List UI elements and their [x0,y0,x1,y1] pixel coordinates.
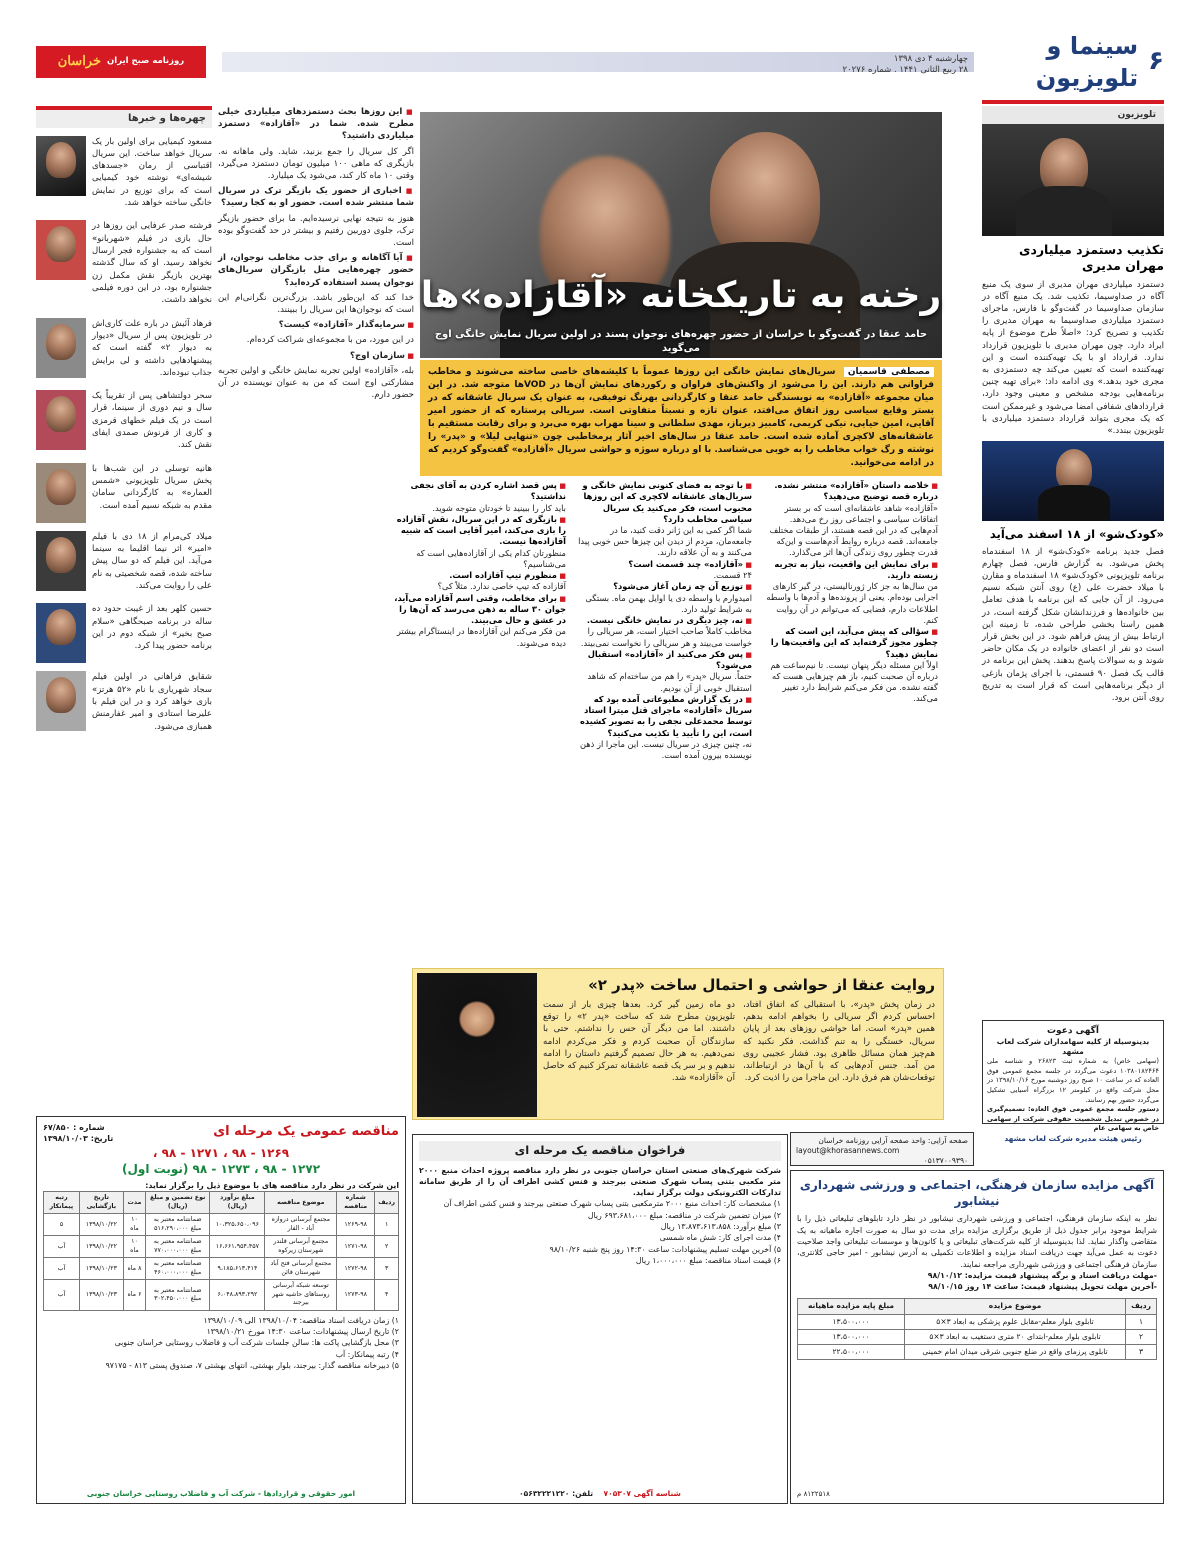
ad-tender2-table [43,1191,399,1311]
person-item [36,220,212,309]
table-cell: ۱۶،۶۶۱،۹۵۴،۴۵۷ [210,1236,265,1258]
interview-question: ■ «آقازاده» چند قسمت است؟ [576,559,752,570]
person-text: حسین کلهر بعد از غیبت حدود ده ساله در برنامه صبحگاهی «سلام صبح بخیر» از شبکه دوم در این برنامه حضور پیدا کرد. [92,604,212,652]
tv-story1-title: تکذیب دستمزد میلیاردی مهران مدیری [1018,242,1164,274]
table-cell: ۱۳۹۸/۱۰/۲۲ [79,1214,123,1236]
table-cell: ۸ ماه [123,1258,145,1280]
table-header: مبلغ پایه مزایده ماهیانه [798,1299,905,1314]
person-photo [36,390,86,450]
table-cell: ۱۳،۵۰۰،۰۰۰ [798,1329,905,1344]
table-cell: ضمانتنامه معتبر به مبلغ ۵۱۶،۲۹۰،۰۰۰ [146,1214,210,1236]
table-cell: آب [44,1280,80,1311]
person-text: میلاد کی‌مرام از ۱۸ دی با فیلم «امیر» اثر نیما اقلیما به سینما می‌آید. این فیلم که دو سال پیش ساخته شده، قصه شخصیتی به نام علی را روایت می‌کند. [92,531,212,591]
tv-column [982,106,1164,707]
table-cell: ۱ [375,1214,399,1236]
table-cell: مجتمع آبرسانی فتح آباد شهرستان قائن [265,1258,337,1280]
person-photo [36,671,86,731]
feature-subhead: حامد عنقا در گفت‌وگو با خراسان از حضور چهره‌های نوجوان پسند در اولین سریال نمایش خانگی اوج می‌گوید [434,329,928,354]
people-column [36,106,212,736]
person-text: سحر دولتشاهی پس از تقریباً یک سال و نیم دوری از سینما، قرار است در یک فیلم خطهای قرمزی و کاری از فرنوش صمدی ایفای نقش کند. [92,391,212,451]
table-cell: آب [44,1258,80,1280]
ad-tender1-item: ۶) قیمت اسناد مناقصه: مبلغ ۱،۰۰۰،۰۰۰ ریال [635,1255,781,1265]
interview-question: ■ سرمایه‌گذار «آقازاده» کیست؟ [218,319,414,331]
ad-tender1-phone: تلفن: ۰۵۶۳۲۲۲۱۲۲۰ [519,1488,594,1498]
ad-tender2-item: ۲) تاریخ ارسال پیشنهادات: ساعت ۱۴:۳۰ مورخ ۱۳۹۸/۱۰/۲۱ [206,1327,399,1337]
ad-tender1-item: ۲) میزان تضمین شرکت در مناقصه: مبلغ ۶۹۳،۶۸۱،۰۰۰ ریال [587,1210,781,1220]
interview-question: ■ سؤالی که پیش می‌آید، این است که چطور مجوز گرفته‌اید که این واقعیت‌ها را نمایش دهید؟ [762,626,938,660]
interview-answer: خدا کند که این‌طور باشد. بزرگ‌ترین نگرانی‌ام این است که نوجوان‌ها این سریال را ببینند. [218,292,414,316]
date-line-1: چهارشنبه ۴ دی ۱۳۹۸ [893,54,968,64]
kodak-show-photo [982,441,1164,521]
table-cell: ۳ [1126,1344,1157,1359]
table-cell: ضمانتنامه معتبر به مبلغ ۳۰۲،۴۵۰،۰۰۰ [146,1280,210,1311]
ad-tender2-item: ۴) رتبه پیمانکار: آب [335,1349,399,1359]
feature-lead [420,360,942,476]
table-cell: تابلوی پرزمای واقع در ضلع جنوبی شرقی میدان امام خمینی [905,1344,1126,1359]
table-row [798,1314,1157,1329]
table-cell: ۹،۱۸۵،۶۱۳،۴۱۴ [210,1258,265,1280]
table-header: شماره مناقصه [337,1192,375,1214]
ad-tender2-item: ۳) محل بازگشایی پاکت ها: سالن جلسات شرکت آب و فاضلاب روستایی خراسان جنوبی [114,1338,399,1348]
table-header: ردیف [375,1192,399,1214]
ad-tender1-title: فراخوان مناقصه یک مرحله ای [419,1141,781,1161]
ad-tender1-item: ۱) مشخصات کار: احداث منبع ۲۰۰۰ مترمکعبی بتنی پساب شهرک صنعتی بیرجند و فنس کشی اطراف آن [443,1199,781,1209]
masthead [36,31,1164,92]
interview-answer: امیدوارم با واسطه دی یا اوایل بهمن ماه. بستگی به شرایط تولید دارد. [585,592,752,614]
table-cell: ۲ [1126,1329,1157,1344]
ad-invite-signature: رئیس هیئت مدیره شرکت لعاب مشهد [1004,1133,1142,1143]
table-cell: ۱۲۷۳-۹۸ [337,1280,375,1311]
ad-tender2-item: ۱) زمان دریافت اسناد مناقصه: ۱۳۹۸/۱۰/۰۴ الی ۱۳۹۸/۱۰/۰۹ [203,1315,399,1325]
page-number: ۶ [1148,46,1164,77]
table-cell: ۱۳۹۸/۱۰/۲۳ [79,1280,123,1311]
ad-invite-body: (سهامی خاص) به شماره ثبت ۲۶۸۲۳ و شناسه ملی ۱۰۳۸۰۱۸۲۴۶۴ دعوت می‌گردد در جلسه مجمع عمومی فوق العاده که در ساعت ۱۰ صبح روز دوشنبه مورخ ۱۳۹۸/۱۰/۱۶ در محل شرکت واقع در کیلومتر ۱۲ بزرگراه آسیایی تشکیل می‌گردد حضور بهم رسانند. [987,1057,1160,1104]
table-cell: مجتمع آبرسانی قلندر شهرستان زیرکوه [265,1236,337,1258]
person-item [36,318,212,383]
table-header: موضوع مناقصه [265,1192,337,1214]
table-cell: تابلوی بلوار معلم-ابتدای ۲۰ متری دستغیب به ابعاد ۳×۵ [905,1329,1126,1344]
table-cell: ۱۲۷۱-۹۸ [337,1236,375,1258]
tv-story1-body: دستمزد میلیاردی مهران مدیری از سوی یک منبع آگاه در صداوسیما، تکذیب شد. یک منبع آگاه در سازمان صداوسیما در گفت‌وگو با فارس، ماجرای دستمزد میلیاردی صداوسیما به مهران مدیری را تکذیب و تصریح کرد: «اصلاً طرح موضوع از پایه ایراد دارد. چون مهران مدیری با تلویزیون قرارداد ندارد. قرارداد او با یک تهیه‌کننده است و این تهیه‌کننده است که تعیین می‌کند چه دستمزدی به مجری خود بدهد.» وی ادامه داد: «برای تهیه چنین برنامه‌هایی بودجه مشخص و معینی وجود دارد، قراردادهای شفافی امضا می‌شود و غیرممکن است که یک مجری بتواند قرارداد دستمزد میلیاردی با تلویزیون ببندد.» [982,279,1164,436]
table-cell: ۵ [44,1214,80,1236]
ad-tender2-codes: ۱۲۷۲ - ۹۸ ، ۱۲۷۳ - ۹۸ (نوبت اول) [121,1161,321,1176]
interview-answer: منظورتان کدام یکی از آقازاده‌هایی است که می‌شناسیم؟ [416,547,566,569]
section-title: سینما و تلویزیون [1035,31,1139,92]
yellowbox-text: در زمان پخش «پدر»، با استقبالی که اتفاق افتاد، احساس کردم اگر سریالی را بخواهم ادامه بدهم، همین «پدر» است. اما حواشی روزهای بعد از پایان سریال، خستگی را به تنم گذاشت. فکر نکنید که هم‌چیز همان مسائل ظاهری بود. فشار عجیبی روی من آمد. جنس آدم‌هایی که با آن‌ها در ارتباط‌اند، توقعات‌شان هم فرق دارد. این ماجرا من را اذیت کرد. [743,1000,935,1084]
table-cell: توسعه شبکه آبرسانی روستاهای حاشیه شهر بیرجند [265,1280,337,1311]
interview-question: ■ بازیگری که در این سریال، نقش آقازاده را بازی می‌کند، امیر آقایی است که شبیه آقازاده‌ها نیست. [390,514,566,548]
interview-col-1 [762,480,938,705]
ad-tender2-title: مناقصه عمومی یک مرحله ای [213,1124,399,1139]
person-photo [36,136,86,196]
ad-auction-code: ۸۱۲۲۵۱۸ م [797,1489,830,1498]
person-photo [36,531,86,591]
yellowbox-title: روایت عنقا از حواشی و احتمال ساخت «پدر ۲» [588,976,935,994]
table-cell: ۱۰،۳۲۵،۶۵۰،۰۹۶ [210,1214,265,1236]
person-photo [36,463,86,523]
interview-question: ■ خلاصه داستان «آقازاده» منتشر نشده. درباره قصه توضیح می‌دهید؟ [762,480,938,503]
table-cell: ضمانتنامه معتبر به مبلغ ۷۷۰،۰۰۰،۰۰۰ [146,1236,210,1258]
table-header: نوع تضمین و مبلغ (ریال) [146,1192,210,1214]
people-title: چهره‌ها و خبرها [36,106,212,128]
tv-story2-body: فصل جدید برنامه «کودک‌شو» از ۱۸ اسفندماه پخش می‌شود. به گزارش فارس، فصل چهارم برنامه تلویزیونی «کودک‌شو» ۱۸ اسفندماه و مقارن با میلاد حضرت علی (ع) روی آنتن شبکه نسیم می‌رود. از آن جایی که این برنامه با هدف تعامل بین خانواده‌ها و فرزندانشان شکل گرفته است، در همین راستا بخشی طراحی شده، تا زمینه این ارتباط بیش از پیش فراهم شود. در این بخش قرار است دو نفر از اعضای خانواده در یک مکان حاضر شوند و به سوالات پاسخ بدهند. پخش این برنامه در قالب یک فصل ۹۰ قسمتی، با اجرای پژمان بازغی از دیگر برنامه‌هایی است که قرار است به تدریج روی آنتن برود. [982,546,1165,704]
feature-story [420,112,942,472]
yellowbox-photo [417,973,537,1117]
interview-answer: مخاطب کاملاً صاحب اختیار است، هر سریالی را خواست می‌بیند و هر سریالی را نخواست نمی‌بیند. [580,626,752,648]
interview-answer: اگر کل سریال را جمع بزنید، شاید. ولی ماهانه نه. بازیگری که ماهی ۱۰۰ میلیون تومان دستمزد می‌گیرد، وقتی ۱۰ ماه کار کند، می‌شود یک میلیارد. [218,146,414,182]
ad-tender1-item: ۳) مبلغ برآورد: ۱۳،۸۷۳،۶۱۳،۸۵۸ ریال [660,1222,781,1231]
table-header: مبلغ برآورد (ریال) [210,1192,265,1214]
person-item [36,463,212,523]
ad-tender-1 [412,1134,788,1504]
person-text: فرهاد آئیش در باره علت کاری‌اش در تلویزیون پس از سریال «دیوار به دیوار ۲» گفته است که پیشنهادهایی داشته و لی برایش جذاب نبوده‌اند. [92,318,212,378]
interview-question: ■ با توجه به فضای کنونی نمایش خانگی و سریال‌های عاشقانه لاکچری که این روزها محبوب است، فکر می‌کنید یک سریال سیاسی مخاطب دارد؟ [576,480,752,525]
interview-answer: در این مورد، من با مجموعه‌ای شراکت کرده‌ام. [246,335,414,346]
interview-question: ■ پس فکر می‌کنید از «آقازاده» استقبال می‌شود؟ [576,649,752,672]
interview-answer: بله، «آقازاده» اولین تجربه نمایش خانگی و اولین تجربه مشارکتی اوج است که من به عنوان نویسنده در آن حضور دارم. [218,365,414,401]
table-header: ردیف [1126,1299,1157,1314]
interview-question: ■ منظورم تیپ آقازاده است. [390,570,566,581]
ad-invite-title: آگهی دعوت [1047,1026,1099,1036]
person-item [36,671,212,736]
table-cell: ۱۳۹۸/۱۰/۲۳ [79,1258,123,1280]
table-cell: مجتمع آبرسانی دروازه آباد - الفار [265,1214,337,1236]
table-cell: ۴ [375,1280,399,1311]
section-header [984,31,1164,92]
ad-tender1-item: ۵) آخرین مهلت تسلیم پیشنهادات: ساعت ۱۴:۳۰ روز پنج شنبه ۹۸/۱۰/۲۶ [549,1244,781,1254]
table-row [798,1344,1157,1359]
person-text: فرشته صدر عرفایی این روزها در حال بازی در فیلم «شهربانو» است که به جشنواره فجر ارسال نخواهد رسید. او که سال گذشته بهترین بازیگر نقش مکمل زن جشنواره بود، در این دوره فیلمی نخواهد داشت. [92,221,212,306]
ad-tender2-number: شماره : ۶۷/۸۵۰ [43,1123,105,1132]
ad-tender1-footer [419,1489,781,1499]
tv-story2-title: «کودک‌شو» از ۱۸ اسفند می‌آید [989,527,1164,542]
table-cell: ۶ ماه [123,1280,145,1311]
person-text: مسعود کیمیایی برای اولین بار یک سریال خواهد ساخت. این سریال اقتباسی از رمان «جسدهای شیشه‌ای» نوشته خود کیمیایی است که برای توزیع در نمایش خانگی ساخته خواهد شد. [92,136,212,209]
interview-question: ■ اخباری از حضور یک بازیگر ترک در سریال شما منتشر شده است. حضور او به کجا رسید؟ [218,185,414,209]
interview-answer: هنوز به نتیجه نهایی نرسیده‌ایم. ما برای حضور بازیگر ترک، جلوی دوربین رفتیم و بیشتر در حد گفت‌وگو بوده است. [218,213,414,249]
interview-question: ■ توزیع آن چه زمان آغاز می‌شود؟ [576,581,752,592]
ad-invitation [982,1020,1164,1143]
table-row [798,1329,1157,1344]
table-header: مدت [123,1192,145,1214]
interview-answer: من فکر می‌کنم این آقازاده‌ها در اینستاگرام بیشتر دیده می‌شوند. [396,626,566,648]
interview-answer: نه، چنین چیزی در سریال نیست. این ماجرا از ذهن نویسنده بیرون آمده است. [579,738,752,760]
feature-photo [420,112,942,358]
table-row [44,1280,399,1311]
table-row [44,1214,399,1236]
date-line-2: ۲۸ ربیع الثانی ۱۴۴۱ . شماره ۲۰۲۷۶ [842,65,968,76]
contact-phone: ۰۵۱۳۷۰۰۹۳۹۰ [923,1156,968,1166]
contact-line: صفحه آرایی: واحد صفحه آرایی روزنامه خراسان [818,1136,968,1145]
ad-tender2-item: ۵) دبیرخانه مناقصه گذار: بیرجند، بلوار بهشتی، انتهای بهشتی ۷، صندوق پستی ۸۱۳ - ۹۷۱۷۵ [105,1360,399,1370]
ad-tender2-date: تاریخ: ۱۳۹۸/۱۰/۰۳ [43,1133,114,1143]
interview-question: ■ این روزها بحث دستمزدهای میلیاردی خیلی مطرح شده. شما در «آقازاده» دستمزد میلیاردی داشتید؟ [218,106,414,143]
ad-tender1-id: شناسه آگهی ۷۰۵۳۰۷ [603,1488,681,1498]
interview-answer: «آقازاده» شاهد عاشقانه‌ای است که بر بستر اتفاقات سیاسی و اجتماعی روز رخ می‌دهد. آدم‌هایی که در این قصه هستند، از طبقات مختلف جامعه‌اند. قصه درباره روابط آدم‌هاست و این‌که قدرت چطور روی زندگی آن‌ها اثر می‌گذارد. [769,502,938,558]
table-cell: آب [44,1236,80,1258]
sidebar-box [412,968,944,1120]
tv-kicker: تلویزیون [1117,110,1156,120]
table-cell: تابلوی بلوار معلم-مقابل علوم پزشکی به ابعاد ۳×۵ [905,1314,1126,1329]
ad-tender-2 [36,1116,406,1504]
interview-answer: ۲۴ قسمت. [713,570,752,580]
person-photo [36,603,86,663]
person-item [36,390,212,455]
feature-lead-text: سریال‌های نمایش خانگی این روزها عموماً با کلیشه‌های خاصی ساخته می‌شوند و مخاطب فراوانی هم دارند. این را می‌شود از واکنش‌های فراوان و رکوردهای نمایش آن‌ها در VOD‌ها متوجه شد. در این میان مجموعه «آقازاده» به نویسندگی حامد عنقا و کارگردانی بهرنگ توفیقی، به عنوان یک سریال عاشقانه که در بستر وقایع سیاسی روز اتفاق می‌افتد، عنوان تازه و نسبتاً متفاوتی است. سریالی پرستاره که از حضور امیر آقایی، امین حیایی، نیکی کریمی، کامبیز دیرباز، مهدی سلطانی و سینا مهراب بهره می‌برد و برای رقابت مستقیم با عاشقانه‌های لاکچری آماده شده است. حامد عنقا در سال‌های اخیر آثار پرمخاطبی چون «تنهایی لیلا» و «پدر» را نوشته و رگ خواب مخاطب را به خوبی می‌شناسد. با او درباره سوژه و حواشی سریال «آقازاده» گفت‌وگو کردیم که در ادامه می‌خوانید. [428,367,935,469]
table-cell: ۱۲۷۲-۹۸ [337,1258,375,1280]
interview-question: ■ نه، چیز دیگری در نمایش خانگی نیست. [576,615,752,626]
table-row [44,1236,399,1258]
table-cell: ۱ [1126,1314,1157,1329]
feature-headline: رخنه به تاریکخانه «آقازاده»ها [420,275,942,316]
interview-answer: باید کار را ببینید تا خودتان متوجه شوید. [432,502,566,513]
brand-block[interactable] [36,46,206,78]
table-cell: ۱۳،۵۰۰،۰۰۰ [798,1314,905,1329]
table-cell: ۶،۰۴۸،۸۹۳،۲۹۲ [210,1280,265,1311]
ad-auction [790,1170,1164,1504]
interview-question: ■ برای مخاطب، وقتی اسم آقازاده می‌آید، جوان ۳۰ ساله به ذهن می‌رسد که آن‌ها را در عشق و حال می‌بیند. [390,593,566,627]
table-header: موضوع مزایده [905,1299,1126,1314]
person-text: شقایق فراهانی در اولین فیلم سجاد شهریاری با نام «۵۲ هرتز» بازی خواهد کرد و در این فیلم با علیرضا استادی و امیر غفارمنش همبازی می‌شود. [92,672,212,732]
interview-col-4 [218,106,414,404]
yellowbox-text: دو ماه زمین گیر کرد. بعدها چیزی بار از سمت تلویزیون مطرح شد که ساخت «پدر ۲» را توقع داشتند. اما من دیگر آن حس را نداشتم. حتی با سازندگان آن صحبت کردم و فکر می‌کردم ادامه نمی‌دهیم. به هر حال تصمیم گرفتیم داستان را ادامه ندهیم و بر سر یک قصه عاشقانه تمرکز کنیم که حاصل آن «آقازاده» شد. [543,1000,735,1084]
interview-question: ■ پس قصد اشاره کردن به آقای نجفی نداشتید؟ [390,480,566,503]
interview-answer: حتماً. سریال «پدر» را هم من ساخته‌ام که شاهد استقبال خوبی از آن بودیم. [587,671,752,693]
interview-answer: اولاً این مسئله دیگر پنهان نیست. تا نیم‌ساعت هم درباره آن صحبت کنیم، باز هم چیزهایی هست که گفته نشده. من فکر می‌کنم شرایط دارد تغییر می‌کند. [770,659,938,704]
ad-auction-deadline: -مهلت دریافت اسناد و برگه پیشنهاد قیمت مزایده: ۹۸/۱۰/۱۲ [927,1270,1157,1280]
ad-tender1-headline: شرکت شهرک‌های صنعتی استان خراسان جنوبی در نظر دارد مناقصه پروژه احداث منبع ۲۰۰۰ متر مکعبی بتنی پساب شهرک صنعتی بیرجند و فنس کشی اطراف آن را از طریق سامانه تدارکات الکترونیکی دولت برگزار نماید. [419,1165,781,1198]
ad-tender2-footer: امور حقوقی و قراردادها - شرکت آب و فاضلاب روستایی خراسان جنوبی [86,1488,356,1498]
ad-auction-title: آگهی مزایده سازمان فرهنگی، اجتماعی و ورزشی شهرداری نیشابور [799,1178,1155,1209]
person-item [36,531,212,596]
interview-answer: شما اگر کمی به این ژانر دقت کنید، ما در جامعه‌مان، مردم از دیدن این چیزها حس خوبی پیدا می‌کنند و به آن علاقه دارند. [578,525,752,558]
table-cell: ۱۳۹۸/۱۰/۲۲ [79,1236,123,1258]
person-item [36,136,212,213]
ad-tender1-item: ۴) مدت اجرای کار: شش ماه شمسی [659,1233,781,1243]
mehran-modiri-photo [982,124,1164,236]
interview-question: ■ برای نمایش این واقعیت، نیاز به تجربه زیسته دارید. [762,559,938,582]
ad-invite-subtitle: بدینوسیله از کلیه سهامداران شرکت لعاب مشهد [996,1037,1150,1057]
person-text: هانیه توسلی در این شب‌ها با پخش سریال تلویزیونی «شمس العماره» به کارگردانی سامان مقدم به شبکه نسیم آمده است. [92,463,212,511]
ad-invite-agenda: دستور جلسه مجمع عمومی فوق العاده: تصمیم‌گیری در خصوص تبدیل شخصیت حقوقی شرکت از سهامی خاص به سهامی عام [987,1105,1159,1133]
table-header: رتبه پیمانکار [44,1192,80,1214]
yellowbox-columns [543,999,935,1087]
interview-col-2 [576,480,752,761]
table-row [44,1258,399,1280]
contact-email[interactable]: layout@khorasannews.com [796,1146,900,1156]
masthead-bar [222,52,974,76]
table-cell: ۳ [375,1258,399,1280]
interview-answer: آقازاده که تیپ خاصی ندارد. مثلاً کی؟ [437,581,566,592]
interview-answer: من سال‌ها به جز کار ژورنالیستی، در گیر کارهای اجرایی بوده‌ام. یعنی از پرونده‌ها و آدم‌ها با واسطه اطلاعات دارم، فضایی که می‌توانم در آن روایت کنم. [766,581,938,625]
feature-byline: مصطفی قاسمیان [844,367,934,377]
interview-question: ■ در یک گزارش مطبوعاتی آمده بود که سریال «آقازاده» ماجرای قتل میترا استاد توسط محمدعلی نجفی را به تصویر کشیده است، این را تأیید یا تکذیب می‌کنید؟ [576,694,752,739]
ad-tender2-intro: این شرکت در نظر دارد مناقصه های با موضوع ذیل را برگزار نماید: [145,1180,399,1190]
tv-kicker-box [982,106,1164,124]
layout-contact [790,1132,974,1166]
brand-logo: خراسان [57,54,102,70]
ad-auction-deadline: -آخرین مهلت تحویل پیشنهاد قیمت: ساعت ۱۴ روز ۹۸/۱۰/۱۵ [928,1282,1157,1292]
table-header: تاریخ بازگشایی [79,1192,123,1214]
interview-question: ■ آیا آگاهانه و برای جذب مخاطب نوجوان، از حضور چهره‌هایی مثل بازیگران سریال‌های نوجوان پسند استفاده کرده‌اید؟ [218,252,414,289]
ad-auction-table [797,1298,1157,1360]
ad-tender2-codes: ۱۲۶۹ - ۹۸ ، ۱۲۷۱ - ۹۸ ، [152,1145,290,1160]
table-cell: ضمانتنامه معتبر به مبلغ ۴۶۰،۰۰۰،۰۰۰ [146,1258,210,1280]
interview-col-3 [390,480,566,649]
table-cell: ۱۰ ماه [123,1214,145,1236]
ad-auction-body: نظر به اینکه سازمان فرهنگی، اجتماعی و ورزشی شهرداری نیشابور در نظر دارد تابلوهای تبلیغاتی ذیل را با شرایط موجود برابر جدول ذیل از طریق برگزاری مزایده برای مدت دو سال به صورت اجاره ماهیانه به یک متقاضی واگذار نماید. لذا بدینوسیله از کلیه شرکت‌های تبلیغاتی و یا کانون‌ها و موسسات تبلیغاتی واجد صلاحیت دعوت به عمل می‌آید جهت دریافت اسناد مزایده و اطلاعات تکمیلی به آدرس نیشابور - امیر حاجی کلانتری، سازمان فرهنگی اجتماعی و ورزشی شهرداری مراجعه نمایند. [797,1214,1157,1269]
person-photo [36,318,86,378]
table-cell: ۱۰ ماه [123,1236,145,1258]
table-cell: ۲ [375,1236,399,1258]
person-item [36,603,212,663]
issue-date [837,52,974,78]
interview-question: ■ سازمان اوج؟ [218,350,414,362]
person-photo [36,220,86,280]
brand-subtitle: روزنامه صبح ایران [107,56,185,67]
table-cell: ۲۲،۵۰۰،۰۰۰ [798,1344,905,1359]
table-cell: ۱۲۶۹-۹۸ [337,1214,375,1236]
